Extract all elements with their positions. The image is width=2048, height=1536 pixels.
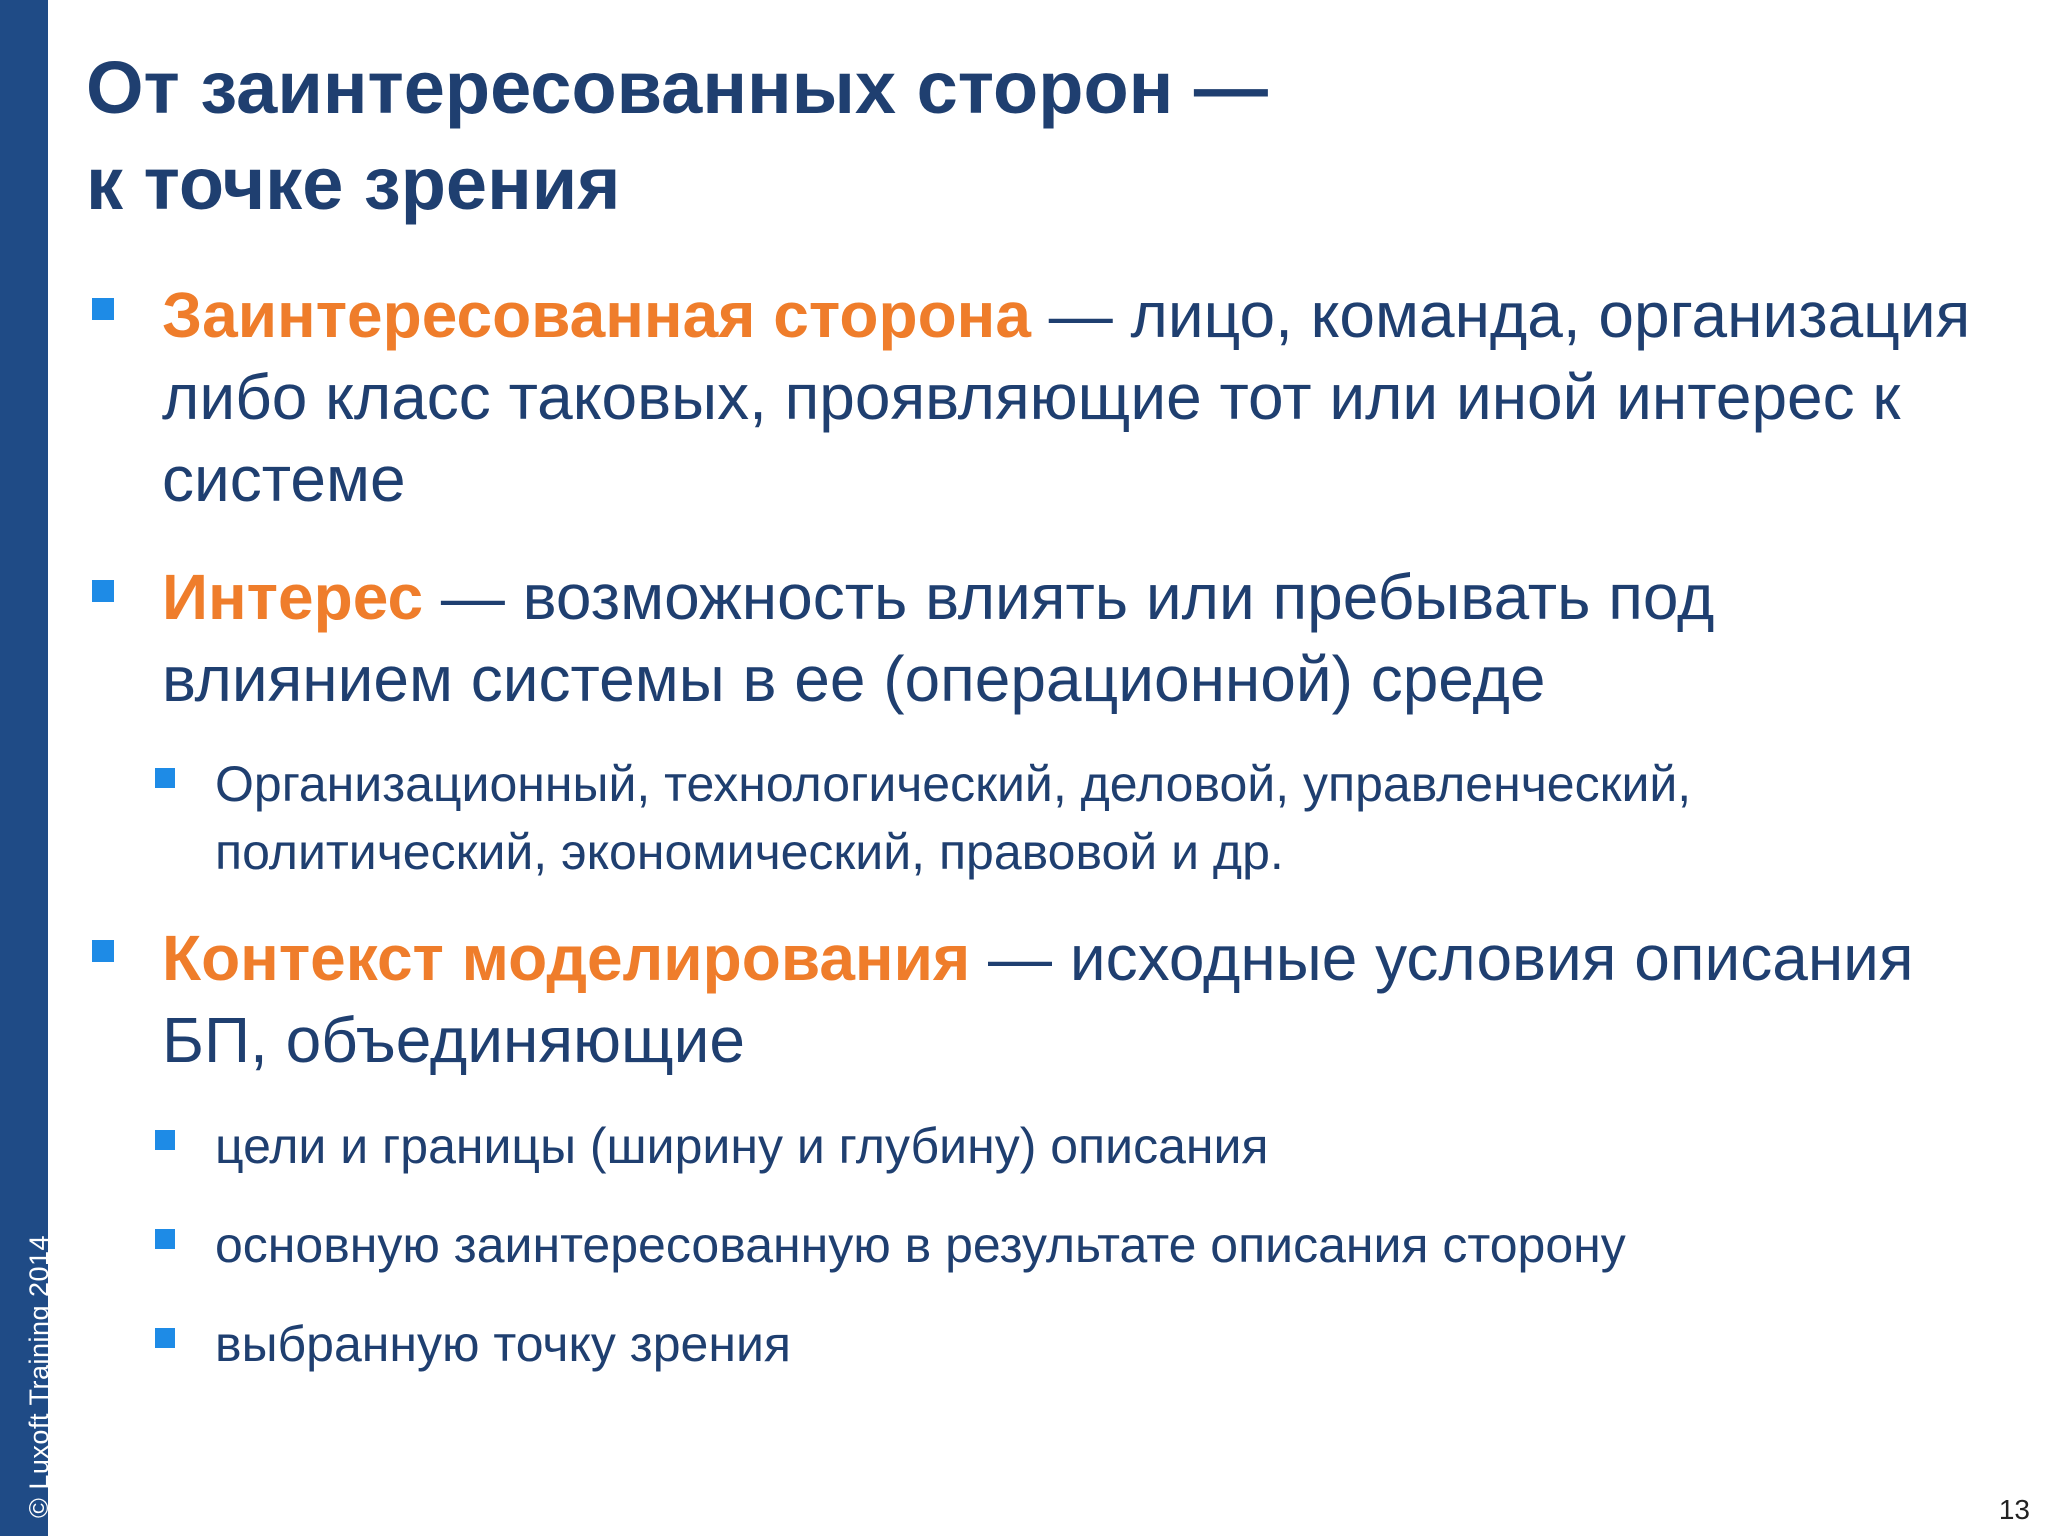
sub-bullet-item: основную заинтересованную в результате описания сторону — [215, 1217, 1626, 1273]
bullet-term: Заинтересованная сторона — [162, 279, 1031, 351]
bullet-item-modeling-context — [162, 917, 1982, 1081]
bullet-term: Контекст моделирования — [162, 922, 971, 994]
slide-title-line-2: к точке зрения — [86, 142, 621, 225]
sub-bullet-item: цели и границы (ширину и глубину) описания — [215, 1118, 1269, 1174]
bullet-marker-icon — [92, 580, 114, 602]
page-number: 13 — [1998, 1494, 2030, 1525]
slide-title-line-1: От заинтересованных сторон — — [86, 46, 1268, 129]
sub-bullet-marker-icon — [155, 1328, 175, 1348]
bullet-term: Интерес — [162, 561, 424, 633]
sub-bullet-marker-icon — [155, 1130, 175, 1150]
sub-bullet-item: выбранную точку зрения — [215, 1316, 791, 1372]
bullet-item-interest — [162, 556, 1982, 720]
sub-bullet-marker-icon — [155, 1229, 175, 1249]
bullet-item-stakeholder — [162, 274, 1982, 520]
bullet-text: — возможность влиять или пребывать под влиянием системы в ее (операционной) среде — [162, 561, 1715, 715]
bullet-marker-icon — [92, 940, 114, 962]
slide-title — [86, 40, 1986, 232]
sub-bullet-marker-icon — [155, 768, 175, 788]
bullet-marker-icon — [92, 298, 114, 320]
bullet-text: — исходные условия описания БП, объединяющие — [162, 922, 1914, 1076]
sub-bullet-item: Организационный, технологический, деловой, управленческий, политический, экономический, правовой и др. — [215, 756, 1692, 880]
copyright-text: © Luxoft Training 2014 — [24, 1234, 54, 1518]
bullet-text: — лицо, команда, организация либо класс таковых, проявляющие тот или иной интерес к системе — [162, 279, 1971, 515]
